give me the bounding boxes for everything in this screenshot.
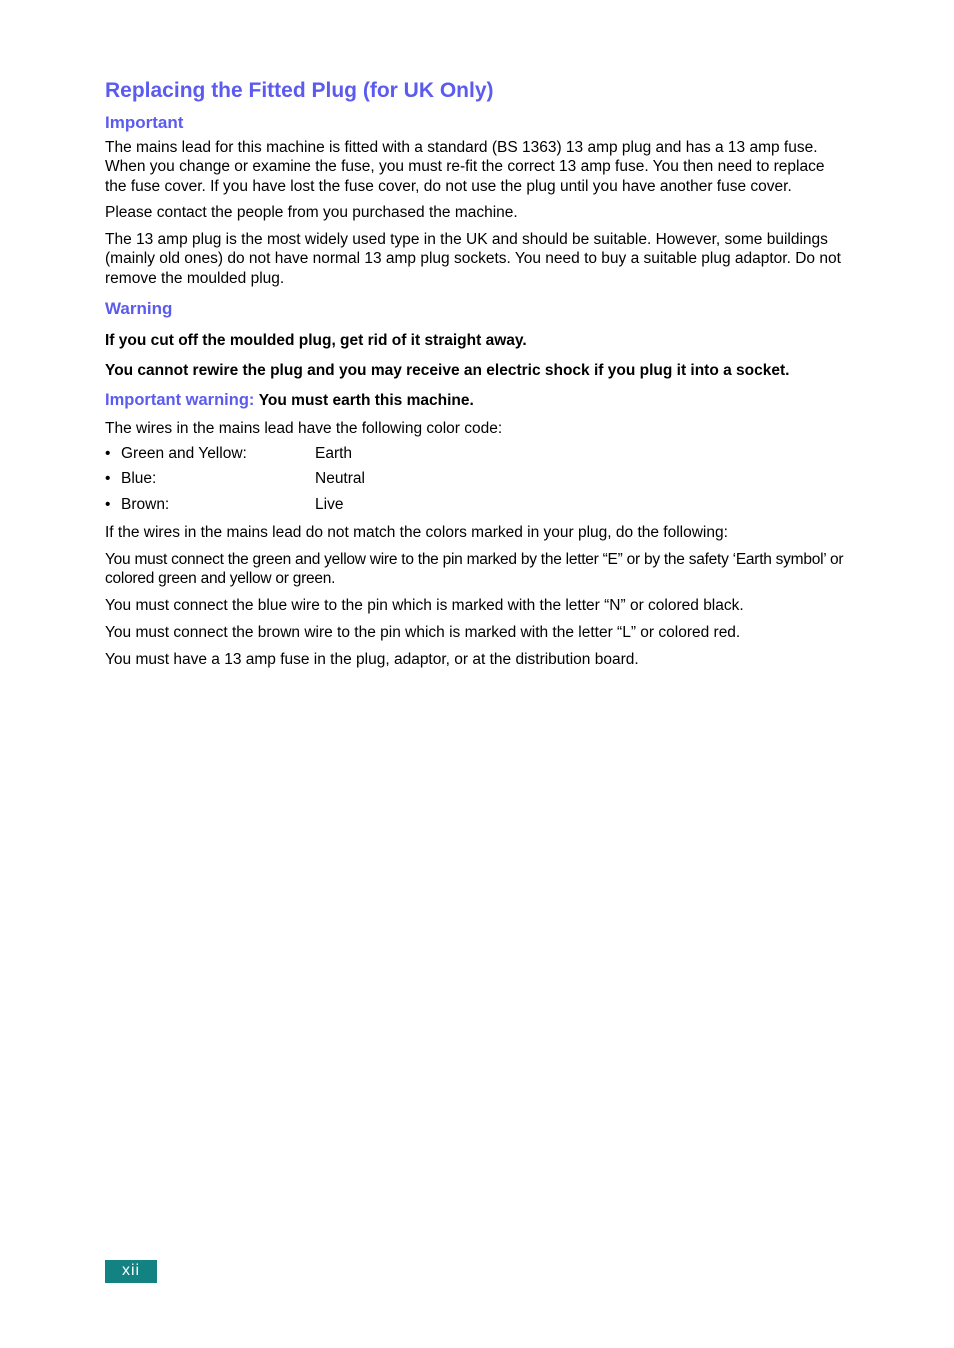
instruction-fuse: You must have a 13 amp fuse in the plug, adaptor, or at the distribution board. xyxy=(105,651,639,668)
instruction-earth: You must connect the green and yellow wire to the pin marked by the letter “E” or by the safety ‘Earth symbol’ or colored green and yellow or green. xyxy=(105,551,844,588)
wire-label: Green and Yellow: xyxy=(121,445,247,462)
wire-label: Brown: xyxy=(121,496,170,513)
color-code-intro: The wires in the mains lead have the following color code: xyxy=(105,420,503,437)
important-warning-label: Important warning: xyxy=(105,391,255,409)
bullet-icon: • xyxy=(105,496,111,513)
important-paragraph-2: Please contact the people from you purchased the machine. xyxy=(105,204,518,221)
page-title: Replacing the Fitted Plug (for UK Only) xyxy=(105,79,494,102)
bullet-icon: • xyxy=(105,445,111,462)
important-warning-line xyxy=(105,391,850,410)
instruction-live: You must connect the brown wire to the pin which is marked with the letter “L” or colored red. xyxy=(105,624,741,641)
warning-line-1: If you cut off the moulded plug, get rid of it straight away. xyxy=(105,332,527,349)
wire-value: Earth xyxy=(315,445,353,462)
important-paragraph-3: The 13 amp plug is the most widely used type in the UK and should be suitable. However, some buildings (mainly old ones) do not have normal 13 amp plug sockets. You need to buy a suitable plug adaptor. Do not remove the moulded plug. xyxy=(105,231,841,287)
bullet-icon: • xyxy=(105,470,111,487)
important-heading: Important xyxy=(105,113,184,132)
wire-value: Neutral xyxy=(315,470,365,487)
warning-line-2: You cannot rewire the plug and you may receive an electric shock if you plug it into a socket. xyxy=(105,362,790,379)
wire-label: Blue: xyxy=(121,470,157,487)
page-number-badge: xii xyxy=(105,1260,157,1283)
wire-value: Live xyxy=(315,496,344,513)
important-warning-text: You must earth this machine. xyxy=(258,392,474,409)
instruction-neutral: You must connect the blue wire to the pin which is marked with the letter “N” or colored black. xyxy=(105,597,744,614)
instruction-intro: If the wires in the mains lead do not match the colors marked in your plug, do the following: xyxy=(105,524,728,541)
important-paragraph-1: The mains lead for this machine is fitted with a standard (BS 1363) 13 amp plug and has a 13 amp fuse. When you change or examine the fuse, you must re-fit the correct 13 amp fuse. You then need to replace the fuse cover. If you have lost the fuse cover, do not use the plug until you have another fuse cover. xyxy=(105,139,825,195)
warning-heading: Warning xyxy=(105,299,173,318)
